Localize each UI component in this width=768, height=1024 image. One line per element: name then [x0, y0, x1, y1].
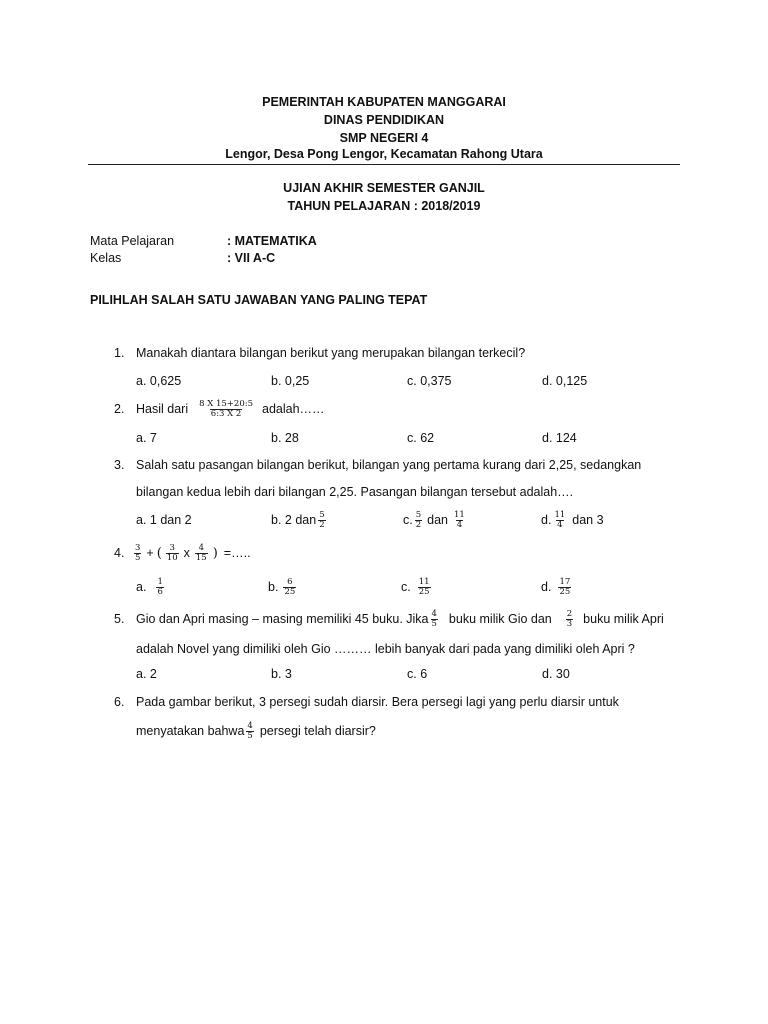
q4-option-b	[268, 572, 298, 602]
q4-option-d-label: d.	[541, 580, 552, 594]
q5-option-a: a. 2	[136, 667, 157, 681]
q2-option-c: c. 62	[407, 431, 435, 445]
q3-line1: Salah satu pasangan bilangan berikut, bilangan yang pertama kurang dari 2,25, sedangkan	[136, 458, 642, 472]
q5-pre: Gio dan Apri masing – masing memiliki 45 buku. Jika	[136, 612, 429, 626]
frac-den: 10	[166, 552, 178, 563]
q5-mid: buku milik Gio dan	[448, 612, 552, 626]
q3-option-c-fraction1	[415, 511, 422, 530]
q4-option-a	[136, 572, 166, 602]
q3-option-d-label: d.	[541, 513, 552, 527]
q6-line2	[136, 716, 376, 746]
header-school: SMP NEGERI 4	[339, 131, 429, 145]
q3-number: 3.	[114, 458, 125, 472]
q2-option-a: a. 7	[136, 431, 157, 445]
q6-post: persegi telah diarsir?	[259, 724, 376, 738]
q1-number: 1.	[114, 346, 125, 360]
frac-den: 4	[557, 519, 563, 530]
q3-option-c-label: c.	[403, 513, 413, 527]
q4-option-c-fraction	[418, 578, 431, 597]
q4-close-paren: )	[212, 545, 218, 561]
class-label: Kelas	[90, 251, 122, 265]
q1-option-b: b. 0,25	[271, 374, 310, 388]
instruction: PILIHLAH SALAH SATU JAWABAN YANG PALING TEPAT	[90, 293, 428, 307]
q4-equals: =…..	[223, 546, 251, 560]
frac-num: 4	[198, 542, 205, 553]
q3-option-c	[403, 505, 468, 535]
header-address: Lengor, Desa Pong Lengor, Kecamatan Rahong Utara	[225, 147, 543, 161]
frac-num: 11	[554, 509, 566, 520]
q2-pre: Hasil dari	[136, 402, 189, 416]
exam-title: UJIAN AKHIR SEMESTER GANJIL	[283, 181, 485, 195]
frac-num: 3	[135, 542, 141, 553]
q3-option-a: a. 1 dan 2	[136, 513, 192, 527]
q5-line1	[136, 604, 664, 634]
frac-den: 5	[247, 730, 253, 741]
q4-option-d-fraction	[558, 578, 571, 597]
q3-option-b-label: b. 2 dan	[271, 513, 317, 527]
frac-num: 11	[454, 509, 465, 520]
header-government: PEMERINTAH KABUPATEN MANGGARAI	[262, 95, 506, 109]
frac-den: 5	[135, 552, 141, 563]
frac-num: 6	[287, 576, 293, 587]
q5-option-c: c. 6	[407, 667, 428, 681]
q2-option-b: b. 28	[271, 431, 299, 445]
q3-option-c-fraction2	[453, 511, 466, 530]
exam-year: TAHUN PELAJARAN : 2018/2019	[287, 199, 481, 213]
q4-option-b-fraction	[283, 578, 296, 597]
frac-den: 25	[559, 586, 571, 597]
q3-option-d-fraction	[553, 511, 566, 530]
q4-option-a-fraction	[156, 578, 163, 597]
q3-option-b-fraction	[318, 511, 325, 530]
q5-line2: adalah Novel yang dimiliki oleh Gio ……… lebih banyak dari pada yang dimiliki oleh Apri ?	[136, 642, 635, 656]
q2-number: 2.	[114, 402, 125, 416]
q4-times: x	[183, 546, 190, 560]
frac-den: 25	[418, 586, 430, 597]
q4-option-a-label: a.	[136, 580, 147, 594]
q4-option-c	[401, 572, 433, 602]
header-department: DINAS PENDIDIKAN	[323, 113, 445, 127]
header-divider	[88, 164, 680, 165]
q6-pre: menyatakan bahwa	[136, 724, 245, 738]
q1-option-a: a. 0,625	[136, 374, 182, 388]
q4-frac1	[134, 544, 141, 563]
frac-den: 6	[157, 586, 163, 597]
q5-option-d: d. 30	[542, 667, 570, 681]
q5-frac1	[431, 610, 438, 629]
frac-den: 25	[284, 586, 296, 597]
frac-num: 4	[431, 608, 437, 619]
q4-expression	[132, 538, 251, 568]
q1-text: Manakah diantara bilangan berikut yang merupakan bilangan terkecil?	[136, 346, 526, 360]
q2-frac-den: 6:3 X 2	[210, 408, 242, 419]
q4-frac3	[195, 544, 208, 563]
frac-num: 3	[169, 542, 175, 553]
q2-fraction	[198, 400, 254, 419]
q6-fraction	[246, 722, 253, 741]
q3-option-c-mid: dan	[427, 513, 449, 527]
frac-num: 11	[418, 576, 430, 587]
q1-option-c: c. 0,375	[407, 374, 452, 388]
frac-num: 1	[157, 576, 163, 587]
frac-num: 2	[566, 608, 573, 619]
q6-number: 6.	[114, 695, 125, 709]
q5-option-b: b. 3	[271, 667, 292, 681]
q6-line1: Pada gambar berikut, 3 persegi sudah diarsir. Bera persegi lagi yang perlu diarsir untuk	[136, 695, 619, 709]
q4-frac2	[166, 544, 179, 563]
frac-num: 5	[415, 509, 422, 520]
q2-option-d: d. 124	[542, 431, 577, 445]
q3-option-d	[541, 505, 604, 535]
frac-den: 3	[566, 618, 573, 629]
class-value: : VII A-C	[227, 251, 276, 265]
frac-num: 17	[559, 576, 571, 587]
q5-frac2	[566, 610, 573, 629]
q3-option-d-post: dan 3	[572, 513, 604, 527]
q5-number: 5.	[114, 612, 125, 626]
q4-option-b-label: b.	[268, 580, 279, 594]
frac-den: 2	[415, 519, 422, 530]
subject-value: : MATEMATIKA	[227, 234, 317, 248]
q4-option-d	[541, 572, 573, 602]
q5-post: buku milik Apri	[583, 612, 664, 626]
frac-den: 4	[456, 519, 463, 530]
q2-text	[136, 394, 325, 424]
q4-number: 4.	[114, 546, 125, 560]
q4-open-paren: (	[156, 545, 162, 561]
frac-num: 4	[247, 720, 253, 731]
q4-plus: +	[146, 546, 154, 560]
q3-option-b	[271, 505, 328, 535]
frac-den: 2	[319, 519, 325, 530]
q2-post: adalah……	[262, 402, 325, 416]
q2-frac-num: 8 X 15+20:5	[199, 398, 253, 409]
frac-den: 15	[195, 552, 207, 563]
q3-line2: bilangan kedua lebih dari bilangan 2,25. Pasangan bilangan tersebut adalah….	[136, 485, 574, 499]
subject-label: Mata Pelajaran	[90, 234, 175, 248]
q4-option-c-label: c.	[401, 580, 411, 594]
q1-option-d: d. 0,125	[542, 374, 588, 388]
frac-num: 5	[319, 509, 325, 520]
frac-den: 5	[431, 618, 437, 629]
